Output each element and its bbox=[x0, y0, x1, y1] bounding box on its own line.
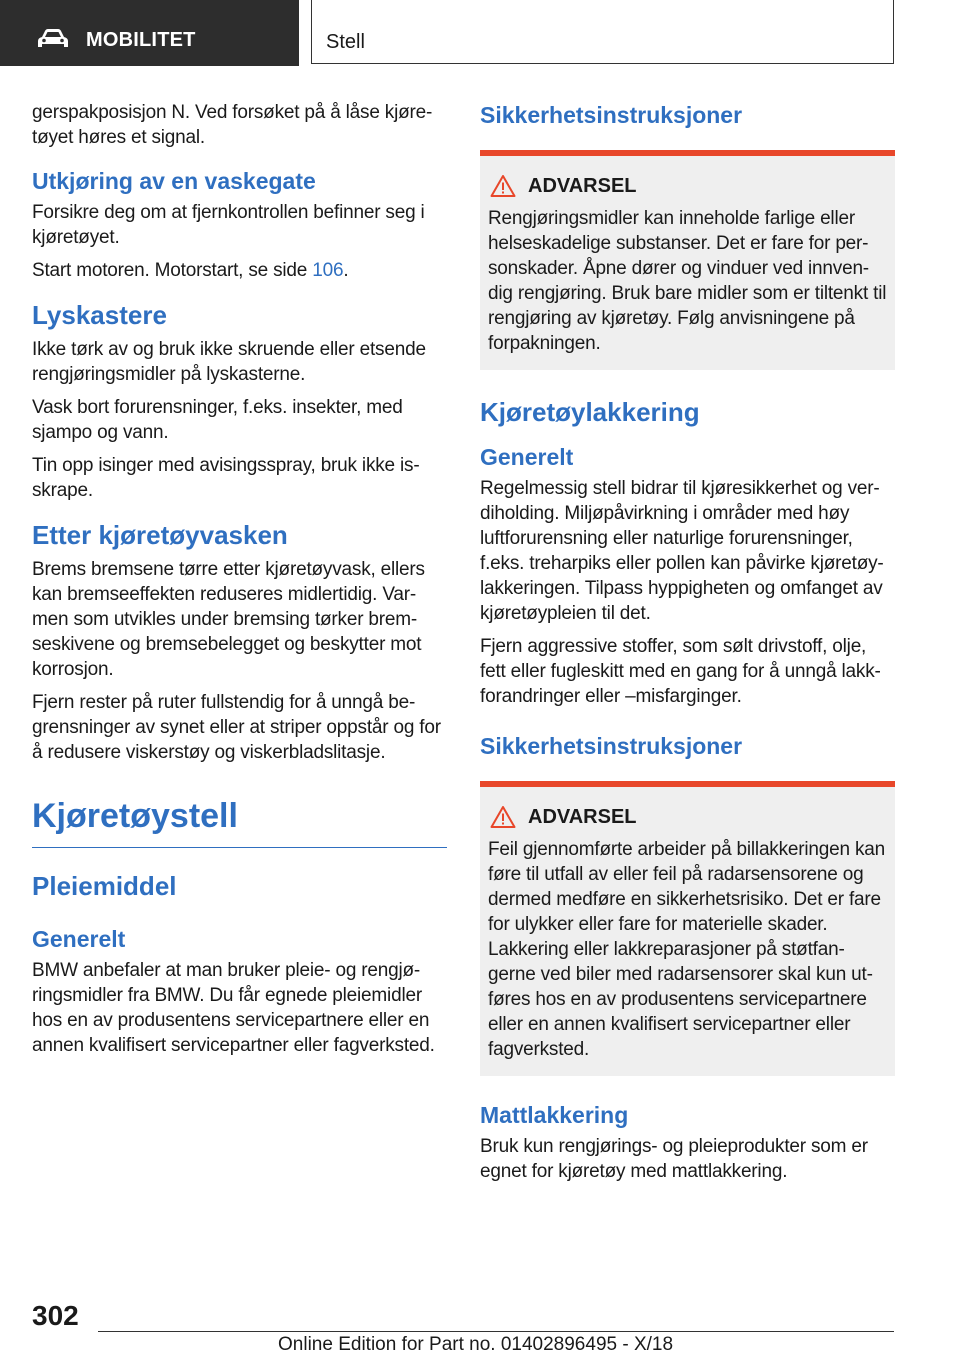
left-column bbox=[32, 100, 447, 1066]
footer-divider bbox=[98, 1331, 894, 1332]
paragraph: Brems bremsene tørre etter kjøretøyvask, ellers kan bremseeffekten reduseres midlertidig. Var‐men som utvikles under bremsing tørker brem‐seskivene og bremsebelegget og beskytter mot korrosjon. bbox=[32, 559, 425, 680]
heading-exit-carwash: Utkjøring av en vaskegate bbox=[32, 168, 316, 194]
warning-header bbox=[488, 805, 887, 829]
page-link[interactable]: 106 bbox=[312, 260, 344, 281]
paragraph: Ikke tørk av og bruk ikke skruende eller etsende rengjøringsmidler på lyskasterne. bbox=[32, 339, 426, 385]
warning-title: ADVARSEL bbox=[528, 805, 637, 828]
heading-care-products: Pleiemiddel bbox=[32, 871, 177, 901]
paragraph: Vask bort forurensninger, f.eks. insekter, med sjampo og vann. bbox=[32, 397, 403, 443]
paragraph: gerspakposisjon N. Ved forsøket på å låse kjøre‐tøyet høres et signal. bbox=[32, 102, 433, 148]
paragraph: Forsikre deg om at fjernkontrollen befinner seg i kjøretøyet. bbox=[32, 202, 425, 248]
heading-vehicle-care: Kjøretøystell bbox=[32, 795, 447, 848]
section-label: Stell bbox=[326, 31, 365, 53]
warning-box bbox=[480, 150, 895, 370]
heading-general: Generelt bbox=[32, 926, 126, 952]
heading-safety: Sikkerhetsinstruksjoner bbox=[480, 102, 743, 128]
paragraph: Bruk kun rengjørings- og pleieprodukter som er egnet for kjøretøy med mattlakkering. bbox=[480, 1136, 868, 1182]
page-number: 302 bbox=[32, 1300, 79, 1331]
footer-edition: Online Edition for Part no. 01402896495 - X/18 bbox=[278, 1334, 674, 1355]
heading-headlights: Lyskastere bbox=[32, 300, 167, 330]
chapter-label: MOBILITET bbox=[86, 29, 196, 51]
car-icon bbox=[36, 28, 70, 50]
warning-title: ADVARSEL bbox=[528, 174, 637, 197]
heading-safety: Sikkerhetsinstruksjoner bbox=[480, 733, 743, 759]
warning-box bbox=[480, 781, 895, 1076]
warning-text: Rengjøringsmidler kan inneholde farlige eller helseskadelige substanser. Det er fare for per‐sonskader. Åpne dører og vinduer ved innven‐dig rengjøring. Bruk bare midler som er tiltenkt til rengjøring av kjøretøy. Følg anvisningene på forpakningen. bbox=[488, 208, 887, 354]
paragraph: Fjern aggressive stoffer, som sølt drivstoff, olje, fett eller fugleskitt med en gang for å unngå lakk‐forandringer eller –misfarginger. bbox=[480, 636, 881, 707]
right-column bbox=[480, 100, 895, 1192]
warning-text: Feil gjennomførte arbeider på billakkeringen kan føre til utfall av eller feil på radarsensorene og dermed medføre en sikkerhetsrisiko. Det er fare for ulykker eller fare for materielle skader. Lakkering eller lakkreparasjoner på støtfan‐gerne ved biler med radarsensorer skal kun ut‐føres hos en av produsentens servicepartnere eller en annen kvalifisert servicepartner eller fagverksted. bbox=[488, 839, 886, 1060]
heading-general: Generelt bbox=[480, 444, 574, 470]
warning-triangle-icon bbox=[490, 174, 516, 198]
warning-header bbox=[488, 174, 887, 198]
paragraph: Tin opp isinger med avisingsspray, bruk ikke is‐skrape. bbox=[32, 455, 420, 501]
text: . bbox=[343, 260, 349, 281]
heading-paint: Kjøretøylakkering bbox=[480, 397, 700, 427]
warning-triangle-icon bbox=[490, 805, 516, 829]
heading-matte-paint: Mattlakkering bbox=[480, 1102, 629, 1128]
paragraph: Fjern rester på ruter fullstendig for å unngå be‐grensninger av synet eller at striper oppstår og for å redusere viskerstøy og viskerbladslitasje. bbox=[32, 692, 441, 763]
chapter-tab bbox=[0, 0, 299, 66]
section-header bbox=[311, 0, 894, 64]
paragraph: Regelmessig stell bidrar til kjøresikkerhet og ver‐diholding. Miljøpåvirkning i områder med høy luftforurensning eller naturlige forurensninger, f.eks. treharpiks eller pollen kan påvirke kjøretøy‐lakkeringen. Tilpass hyppigheten og omfanget av kjøretøypleien til det. bbox=[480, 478, 884, 624]
paragraph-start-engine bbox=[32, 258, 447, 283]
heading-after-wash: Etter kjøretøyvasken bbox=[32, 520, 288, 550]
paragraph: BMW anbefaler at man bruker pleie- og rengjø‐ringsmidler fra BMW. Du får egnede pleiemidler hos en av produsentens servicepartnere eller en annen kvalifisert servicepartner eller fagverksted. bbox=[32, 960, 435, 1056]
text: Start motoren. Motorstart, se side bbox=[32, 260, 313, 281]
